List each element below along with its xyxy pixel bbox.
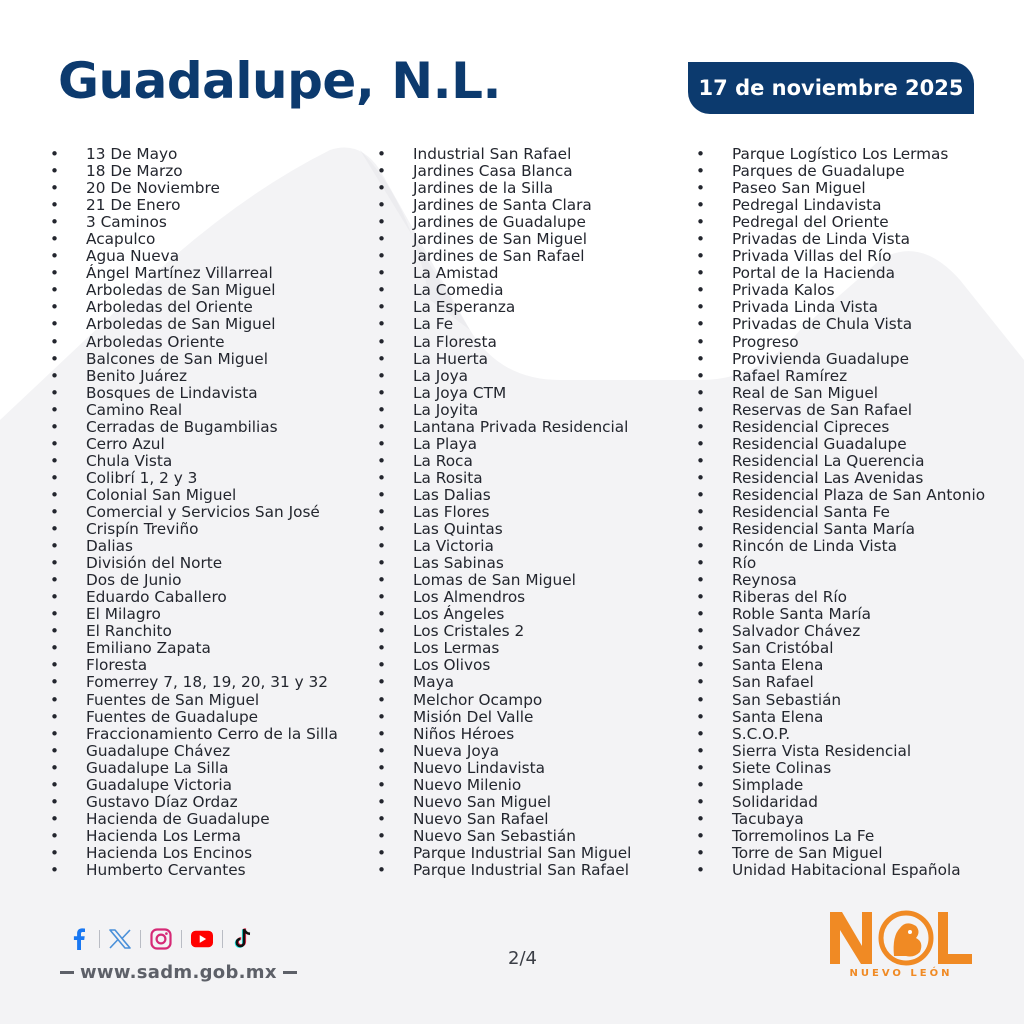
colonia-list-item: • Hacienda Los Encinos [50,845,338,862]
colonia-list-item: • La Victoria [377,538,631,555]
colonia-list-item: • Acapulco [50,231,338,248]
instagram-icon[interactable] [150,928,172,950]
colonia-list-item: • Hacienda de Guadalupe [50,811,338,828]
colonia-list-item: • División del Norte [50,555,338,572]
colonia-list-item: • Unidad Habitacional Española [696,862,985,879]
colonia-list-item: • 13 De Mayo [50,146,338,163]
colonia-list-item: • Parque Logístico Los Lermas [696,146,985,163]
colonia-list-item: • Gustavo Díaz Ordaz [50,794,338,811]
decorative-dash [60,971,74,974]
colonia-list-item: • Reynosa [696,572,985,589]
colonia-list-item: • San Sebastián [696,692,985,709]
colonia-list-item: • La Joya CTM [377,385,631,402]
colonia-list-item: • Ángel Martínez Villarreal [50,265,338,282]
colonia-list-item: • Las Flores [377,504,631,521]
colonia-list-item: • 20 De Noviembre [50,180,338,197]
colonia-list-item: • Colibrí 1, 2 y 3 [50,470,338,487]
colonia-list-item: • San Rafael [696,674,985,691]
colonia-list-item: • La Amistad [377,265,631,282]
colonia-list-item: • Fraccionamiento Cerro de la Silla [50,726,338,743]
colonia-list-item: • Los Cristales 2 [377,623,631,640]
colonia-list-item: • Santa Elena [696,657,985,674]
colonia-list-item: • Residencial Santa María [696,521,985,538]
colonia-list-item: • Melchor Ocampo [377,692,631,709]
colonia-list-item: • Maya [377,674,631,691]
colonia-list-item: • La Huerta [377,351,631,368]
colonia-list-item: • Lomas de San Miguel [377,572,631,589]
colonia-list-item: • Guadalupe Chávez [50,743,338,760]
colonia-list-item: • Fuentes de San Miguel [50,692,338,709]
colonias-column-3 [696,146,985,879]
colonia-list-item: • Colonial San Miguel [50,487,338,504]
colonia-list-item: • Jardines de San Rafael [377,248,631,265]
colonia-list-item: • Eduardo Caballero [50,589,338,606]
colonia-list-item: • Pedregal del Oriente [696,214,985,231]
colonia-list-item: • Cerro Azul [50,436,338,453]
colonia-list-item: • Riberas del Río [696,589,985,606]
colonia-list-item: • Humberto Cervantes [50,862,338,879]
colonia-list-item: • Floresta [50,657,338,674]
divider [222,930,223,948]
colonia-list-item: • Simplade [696,777,985,794]
divider [140,930,141,948]
colonia-list-item: • Nuevo Milenio [377,777,631,794]
colonia-list-item: • Residencial Guadalupe [696,436,985,453]
date-badge: 17 de noviembre 2025 [688,62,974,114]
colonia-list-item: • Paseo San Miguel [696,180,985,197]
colonia-list-item: • Cerradas de Bugambilias [50,419,338,436]
divider [99,930,100,948]
colonia-list-item: • La Playa [377,436,631,453]
colonia-list-item: • Benito Juárez [50,368,338,385]
colonia-list-item: • Crispín Treviño [50,521,338,538]
colonia-list-item: • El Milagro [50,606,338,623]
colonia-list-item: • Los Lermas [377,640,631,657]
colonia-list-item: • La Joyita [377,402,631,419]
colonia-list-item: • Balcones de San Miguel [50,351,338,368]
colonia-list-item: • San Cristóbal [696,640,985,657]
colonia-list-item: • El Ranchito [50,623,338,640]
colonia-list-item: • Arboledas del Oriente [50,299,338,316]
colonia-list-item: • Dos de Junio [50,572,338,589]
colonia-list-item: • Fomerrey 7, 18, 19, 20, 31 y 32 [50,674,338,691]
colonia-list-item: • La Rosita [377,470,631,487]
colonia-list-item: • Jardines Casa Blanca [377,163,631,180]
colonia-list-item: • Lantana Privada Residencial [377,419,631,436]
colonia-list-item: • Agua Nueva [50,248,338,265]
colonia-list-item: • S.C.O.P. [696,726,985,743]
colonia-list-item: • Las Sabinas [377,555,631,572]
colonia-list-item: • Río [696,555,985,572]
colonia-list-item: • Roble Santa María [696,606,985,623]
colonia-list-item: • Arboledas de San Miguel [50,316,338,333]
colonia-list-item: • La Esperanza [377,299,631,316]
colonia-list-item: • Santa Elena [696,709,985,726]
colonia-list-item: • Reservas de San Rafael [696,402,985,419]
colonia-list-item: • Tacubaya [696,811,985,828]
website-url: www.sadm.gob.mx [80,962,277,983]
colonia-list-item: • Las Dalias [377,487,631,504]
colonia-list-item: • Jardines de la Silla [377,180,631,197]
colonia-list-item: • Solidaridad [696,794,985,811]
colonia-list-item: • Residencial Cipreces [696,419,985,436]
colonia-list-item: • Niños Héroes [377,726,631,743]
colonia-list-item: • Chula Vista [50,453,338,470]
colonia-list-item: • Siete Colinas [696,760,985,777]
colonia-list-item: • La Roca [377,453,631,470]
colonia-list-item: • Progreso [696,334,985,351]
colonia-list-item: • Privadas de Chula Vista [696,316,985,333]
colonia-list-item: • Pedregal Lindavista [696,197,985,214]
page-number: 2/4 [508,948,537,969]
colonia-list-item: • Real de San Miguel [696,385,985,402]
decorative-dash [283,971,297,974]
colonia-list-item: • Provivienda Guadalupe [696,351,985,368]
colonia-list-item: • Industrial San Rafael [377,146,631,163]
colonia-list-item: • Residencial Plaza de San Antonio [696,487,985,504]
colonia-list-item: • La Joya [377,368,631,385]
colonia-list-item: • Dalias [50,538,338,555]
colonia-list-item: • Emiliano Zapata [50,640,338,657]
colonia-list-item: • La Fe [377,316,631,333]
colonias-column-1 [50,146,338,879]
colonia-list-item: • Rafael Ramírez [696,368,985,385]
colonia-list-item: • Torre de San Miguel [696,845,985,862]
colonia-list-item: • Nuevo Lindavista [377,760,631,777]
colonias-column-2 [377,146,631,879]
logo-subtitle: NUEVO LEÓN [849,968,953,979]
website-link[interactable] [54,962,303,983]
colonia-list-item: • Privadas de Linda Vista [696,231,985,248]
facebook-icon[interactable] [68,928,90,950]
colonia-list-item: • Residencial La Querencia [696,453,985,470]
social-icons-bar [68,928,254,950]
colonia-list-item: • Jardines de Guadalupe [377,214,631,231]
x-icon[interactable] [109,928,131,950]
colonia-list-item: • Nueva Joya [377,743,631,760]
divider [181,930,182,948]
colonia-list-item: • Comercial y Servicios San José [50,504,338,521]
colonia-list-item: • Fuentes de Guadalupe [50,709,338,726]
colonia-list-item: • 3 Caminos [50,214,338,231]
colonia-list-item: • La Comedia [377,282,631,299]
colonia-list-item: • Parque Industrial San Rafael [377,862,631,879]
colonia-list-item: • Residencial Santa Fe [696,504,985,521]
colonia-list-item: • Jardines de San Miguel [377,231,631,248]
colonia-list-item: • Privada Kalos [696,282,985,299]
colonia-list-item: • Privada Linda Vista [696,299,985,316]
colonia-list-item: • 21 De Enero [50,197,338,214]
colonia-list-item: • Nuevo San Miguel [377,794,631,811]
colonia-list-item: • Guadalupe Victoria [50,777,338,794]
colonia-list-item: • 18 De Marzo [50,163,338,180]
colonia-list-item: • Guadalupe La Silla [50,760,338,777]
colonia-list-item: • Parque Industrial San Miguel [377,845,631,862]
colonia-list-item: • Los Olivos [377,657,631,674]
colonia-list-item: • Sierra Vista Residencial [696,743,985,760]
page-title: Guadalupe, N.L. [58,52,501,110]
colonia-list-item: • Los Almendros [377,589,631,606]
colonia-list-item: • Nuevo San Rafael [377,811,631,828]
colonia-list-item: • Camino Real [50,402,338,419]
colonia-list-item: • Hacienda Los Lerma [50,828,338,845]
colonia-list-item: • Portal de la Hacienda [696,265,985,282]
youtube-icon[interactable] [191,928,213,950]
colonia-list-item: • Rincón de Linda Vista [696,538,985,555]
colonia-list-item: • Arboledas Oriente [50,334,338,351]
colonia-list-item: • Las Quintas [377,521,631,538]
colonia-list-item: • Parques de Guadalupe [696,163,985,180]
colonia-list-item: • Privada Villas del Río [696,248,985,265]
colonia-list-item: • Bosques de Lindavista [50,385,338,402]
colonia-list-item: • Arboledas de San Miguel [50,282,338,299]
colonia-list-item: • Jardines de Santa Clara [377,197,631,214]
colonia-list-item: • Nuevo San Sebastián [377,828,631,845]
colonia-list-item: • Salvador Chávez [696,623,985,640]
colonia-list-item: • Torremolinos La Fe [696,828,985,845]
colonia-list-item: • La Floresta [377,334,631,351]
colonia-list-item: • Residencial Las Avenidas [696,470,985,487]
colonia-list-item: • Misión Del Valle [377,709,631,726]
tiktok-icon[interactable] [232,928,254,950]
colonia-list-item: • Los Ángeles [377,606,631,623]
